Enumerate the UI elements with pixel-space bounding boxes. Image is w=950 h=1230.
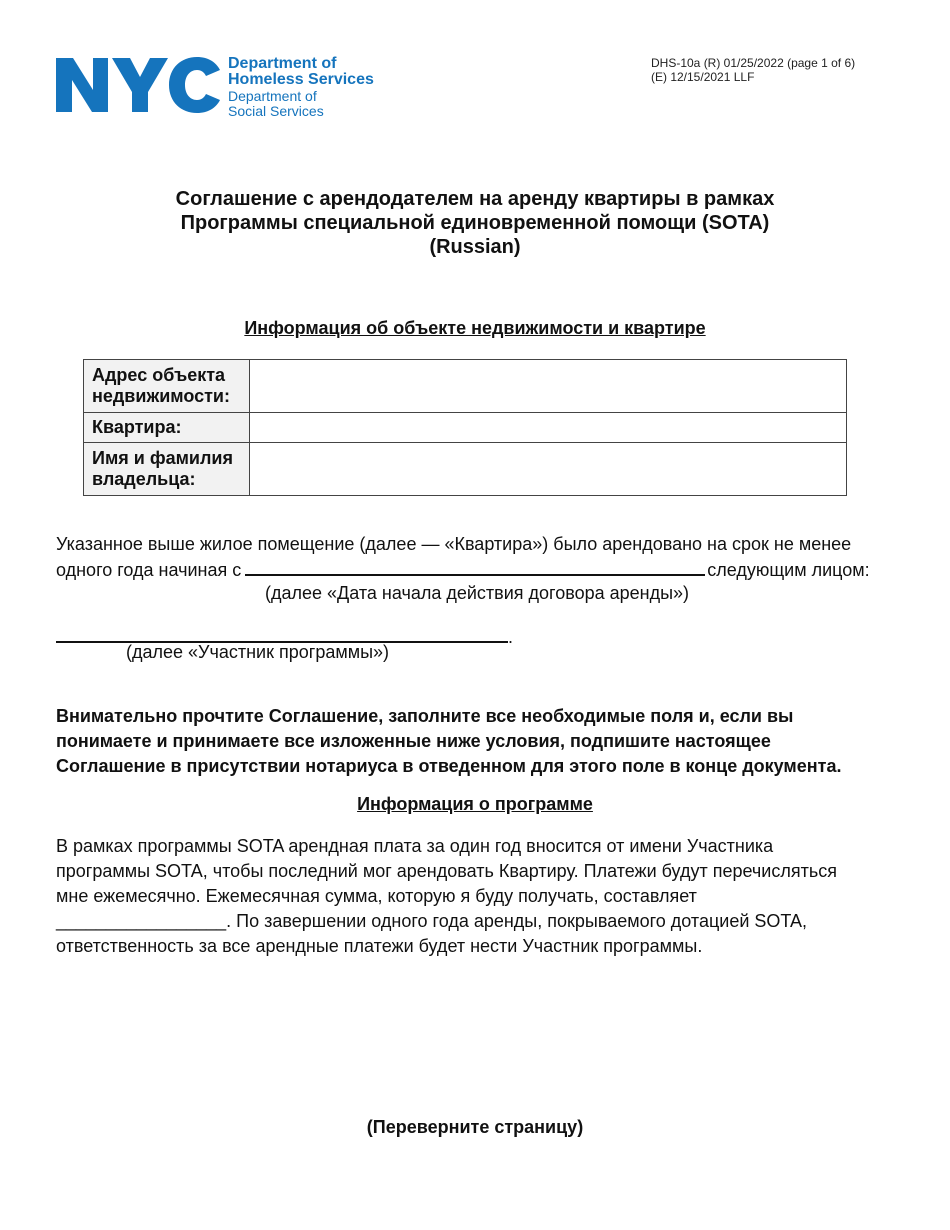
table-row [84, 413, 847, 443]
property-address-label: Адрес объекта недвижимости: [84, 360, 250, 413]
nyc-wordmark-logo [56, 56, 224, 114]
document-code [651, 56, 855, 84]
program-section-heading: Информация о программе [357, 794, 593, 814]
apartment-field[interactable] [250, 413, 847, 443]
dept-line-1: Department of [228, 55, 337, 72]
instructions-line-2: понимаете и принимаете все изложенные ниже условия, подпишите настоящее [56, 731, 771, 751]
document-title [0, 187, 950, 259]
lease-start-date-field[interactable] [245, 556, 705, 576]
document-code-line-2: (E) 12/15/2021 LLF [651, 70, 755, 84]
nyc-dhs-logo [56, 56, 376, 118]
program-text-line-5: ответственность за все арендные платежи будет нести Участник программы. [56, 936, 703, 956]
lease-start-date-caption: (далее «Дата начала действия договора аренды») [265, 583, 690, 603]
turn-page-note: (Переверните страницу) [366, 1117, 584, 1137]
participant-period: . [508, 627, 514, 647]
instructions-paragraph [56, 704, 841, 779]
instructions-line-1: Внимательно прочтите Соглашение, заполните все необходимые поля и, если вы [56, 706, 794, 726]
title-line-1: Соглашение с арендодателем на аренду квартиры в рамках [175, 188, 775, 210]
program-text-line-4: _________________. По завершении одного года аренды, покрываемого дотацией SOTA, [56, 911, 808, 931]
department-names [228, 56, 374, 118]
program-text-line-1: В рамках программы SOTA арендная плата за один год вносится от имени Участника [56, 836, 774, 856]
owner-name-label: Имя и фамилия владельца: [84, 443, 250, 496]
property-info-table [83, 359, 847, 496]
dept-line-2: Homeless Services [228, 71, 374, 88]
instructions-line-3: Соглашение в присутствии нотариуса в отведенном для этого поле в конце документа. [56, 756, 842, 776]
dept-line-3: Department of [228, 88, 317, 104]
title-line-2: Программы специальной единовременной помощи (SOTA) [180, 212, 770, 234]
apartment-label: Квартира: [84, 413, 250, 443]
lease-text-line-1: Указанное выше жилое помещение (далее — «Квартира») было арендовано на срок не менее [56, 534, 852, 554]
program-text-line-3: мне ежемесячно. Ежемесячная сумма, которую я буду получать, составляет [56, 886, 697, 906]
lease-text-start: одного года начиная с [56, 560, 242, 580]
dept-line-4: Social Services [228, 103, 324, 119]
table-row [84, 360, 847, 413]
participant-caption: (далее «Участник программы») [126, 642, 390, 662]
owner-name-field[interactable] [250, 443, 847, 496]
property-address-field[interactable] [250, 360, 847, 413]
title-line-3: (Russian) [429, 236, 521, 258]
lease-text-end: следующим лицом: [707, 560, 870, 580]
lease-text-line-2 [56, 556, 870, 582]
program-text-line-2: программы SOTA, чтобы последний мог арендовать Квартиру. Платежи будут перечисляться [56, 861, 837, 881]
program-info-paragraph [56, 834, 837, 959]
table-row [84, 443, 847, 496]
property-section-heading: Информация об объекте недвижимости и квартире [244, 318, 706, 338]
document-code-line-1: DHS-10a (R) 01/25/2022 (page 1 of 6) [651, 56, 856, 70]
